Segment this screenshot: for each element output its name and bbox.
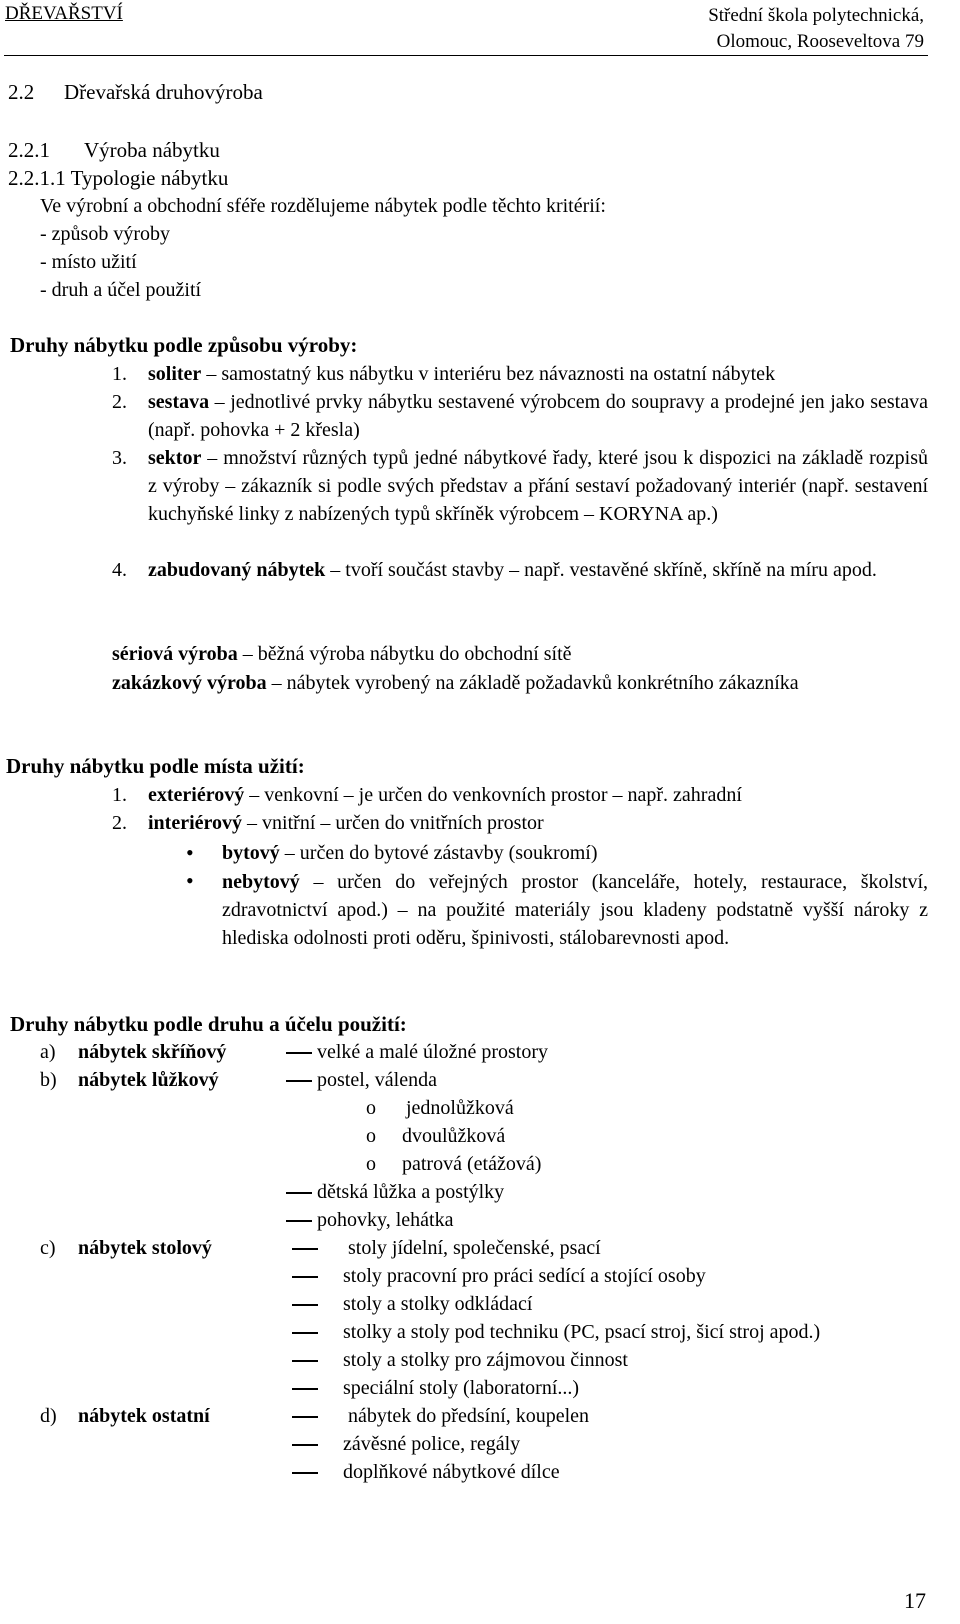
header-school-address: Olomouc, Rooseveltova 79	[716, 30, 924, 52]
heading-text: Dřevařská druhovýroba	[64, 80, 263, 104]
heading-2-2	[8, 80, 263, 105]
other-item-text: závěsné police, regály	[343, 1433, 521, 1455]
other-item-text: nábytek do předsíní, koupelen	[348, 1405, 590, 1427]
other-item	[292, 1404, 589, 1428]
section-title-place: Druhy nábytku podle místa užití:	[6, 754, 305, 778]
description: – běžná výroba nábytku do obchodní sítě	[237, 643, 572, 665]
description: – tvoří součást stavby – např. vestavěné skříně, skříně na míru apod.	[325, 559, 877, 581]
serial-production	[112, 640, 928, 668]
heading-number: 2.2.1	[8, 138, 50, 162]
term: zabudovaný nábytek	[148, 559, 326, 581]
description: – samostatný kus nábytku v interiéru bez návaznosti na ostatní nábytek	[201, 363, 776, 385]
table-item	[292, 1264, 706, 1288]
term: nábytek ostatní	[78, 1405, 210, 1427]
table-item	[292, 1376, 579, 1400]
term-stolovy	[78, 1236, 212, 1260]
table-item-text: stolky a stoly pod techniku (PC, psací stroj, šicí stroj apod.)	[343, 1321, 821, 1343]
description: – nábytek vyrobený na základě požadavků konkrétního zákazníka	[266, 672, 799, 694]
term: interiérový	[148, 812, 243, 834]
section-title-production: Druhy nábytku podle způsobu výroby:	[10, 333, 358, 357]
table-item-text: stoly pracovní pro práci sedící a stojící osoby	[343, 1265, 706, 1287]
description: velké a malé úložné prostory	[317, 1041, 549, 1063]
criteria-item: - místo užití	[40, 251, 137, 273]
header-left-title: DŘEVAŘSTVÍ	[5, 3, 123, 24]
dash-icon	[292, 1472, 318, 1474]
extra-item	[286, 1208, 453, 1232]
list-number: 4.	[112, 559, 127, 581]
bullet-item-nebytovy	[222, 868, 928, 952]
term-luzkovy	[78, 1068, 219, 1092]
term: bytový	[222, 842, 280, 864]
dash-icon	[292, 1304, 318, 1306]
table-item-text: stoly jídelní, společenské, psací	[348, 1237, 601, 1259]
extra-item	[286, 1180, 504, 1204]
table-item-text: speciální stoly (laboratorní...)	[343, 1377, 580, 1399]
description: – jednotlivé prvky nábytku sestavené výrobcem do soupravy a prodejné jen jako sestava (např. pohovka + 2 křesla)	[148, 391, 928, 441]
list-item-interierovy	[148, 811, 544, 835]
header-divider	[4, 55, 928, 56]
heading-number: 2.2	[8, 80, 35, 104]
dash-icon	[292, 1416, 318, 1418]
list-item-sektor	[148, 444, 928, 528]
dash-icon	[286, 1052, 312, 1054]
circle-bullet-icon: o	[366, 1153, 376, 1175]
list-item-soliter	[148, 360, 928, 388]
list-number: 2.	[112, 812, 127, 834]
other-item	[292, 1432, 520, 1456]
term: soliter	[148, 363, 202, 385]
intro-text: Ve výrobní a obchodní sféře rozdělujeme nábytek podle těchto kritérií:	[40, 195, 606, 217]
list-item-exterierovy	[148, 783, 742, 807]
table-item-text: stoly a stolky pro zájmovou činnost	[343, 1349, 628, 1371]
bullet-icon: •	[186, 868, 194, 893]
dash-icon	[292, 1360, 318, 1362]
other-item-text: doplňkové nábytkové dílce	[343, 1461, 560, 1483]
table-item	[292, 1292, 532, 1316]
term: sektor	[148, 447, 202, 469]
dash-icon	[292, 1276, 318, 1278]
list-number: 2.	[112, 391, 127, 413]
term: nábytek stolový	[78, 1237, 212, 1259]
section-title-purpose: Druhy nábytku podle druhu a účelu použití:	[10, 1012, 407, 1036]
dash-icon	[286, 1220, 312, 1222]
term: nábytek lůžkový	[78, 1069, 219, 1091]
table-item	[292, 1348, 628, 1372]
sub-item: patrová (etážová)	[402, 1153, 542, 1175]
dash-icon	[286, 1192, 312, 1194]
dash-icon	[292, 1388, 318, 1390]
term: zakázkový výroba	[112, 672, 267, 694]
term: exteriérový	[148, 784, 245, 806]
custom-production	[112, 669, 928, 697]
header-right-school	[708, 3, 924, 54]
list-item-sestava	[148, 388, 928, 444]
circle-bullet-icon: o	[366, 1125, 376, 1147]
description: – určen do bytové zástavby (soukromí)	[279, 842, 598, 864]
table-item	[292, 1320, 820, 1344]
extra-item-text: dětská lůžka a postýlky	[317, 1181, 505, 1203]
circle-bullet-icon: o	[366, 1097, 376, 1119]
term: sériová výroba	[112, 643, 238, 665]
term: nebytový	[222, 871, 300, 893]
criteria-item: - druh a účel použití	[40, 279, 202, 301]
header-school-name: Střední škola polytechnická,	[708, 5, 924, 26]
table-item-text: stoly a stolky odkládací	[343, 1293, 533, 1315]
other-item	[292, 1460, 560, 1484]
heading-2-2-1	[8, 138, 220, 163]
heading-2-2-1-1: 2.2.1.1 Typologie nábytku	[8, 166, 229, 190]
description: postel, válenda	[317, 1069, 437, 1091]
description: – venkovní – je určen do venkovních prostor – např. zahradní	[244, 784, 742, 806]
dash-icon	[292, 1332, 318, 1334]
list-number: 3.	[112, 447, 127, 469]
list-letter: d)	[40, 1405, 57, 1427]
dash-icon	[292, 1248, 318, 1250]
list-number: 1.	[112, 363, 127, 385]
description: – vnitřní – určen do vnitřních prostor	[242, 812, 544, 834]
term-skrinovy	[78, 1040, 226, 1064]
dash-icon	[286, 1080, 312, 1082]
description: – množství různých typů jedné nábytkové řady, které jsou k dispozici na základě rozpisů z výroby – zákazník si podle svých představ a přání sestaví požadovaný interiér (např. sestavení kuchyňské linky z nabízených typů skříněk výrobcem – KORYNA ap.)	[148, 447, 928, 525]
list-letter: a)	[40, 1041, 56, 1063]
sub-item: dvoulůžková	[402, 1125, 506, 1147]
bullet-icon: •	[186, 840, 194, 865]
desc-luzkovy	[286, 1068, 437, 1092]
table-item	[292, 1236, 601, 1260]
heading-text: Výroba nábytku	[84, 138, 220, 162]
sub-item: jednolůžková	[406, 1097, 514, 1119]
term: sestava	[148, 391, 210, 413]
term-ostatni	[78, 1404, 210, 1428]
extra-item-text: pohovky, lehátka	[317, 1209, 454, 1231]
list-letter: c)	[40, 1237, 56, 1259]
dash-icon	[292, 1444, 318, 1446]
list-number: 1.	[112, 784, 127, 806]
description: – určen do veřejných prostor (kanceláře, hotely, restaurace, školství, zdravotnictví apod.) – na použité materiály jsou kladeny podstatně vyšší nároky z hlediska odolnosti proti oděru, špinivosti, stálobarevnosti apod.	[222, 871, 928, 949]
desc-skrinovy	[286, 1040, 548, 1064]
page-number: 17	[904, 1588, 926, 1613]
criteria-item: - způsob výroby	[40, 223, 170, 245]
list-letter: b)	[40, 1069, 57, 1091]
list-item-zabudovany	[148, 556, 928, 584]
term: nábytek skříňový	[78, 1041, 227, 1063]
bullet-item-bytovy	[222, 841, 598, 865]
